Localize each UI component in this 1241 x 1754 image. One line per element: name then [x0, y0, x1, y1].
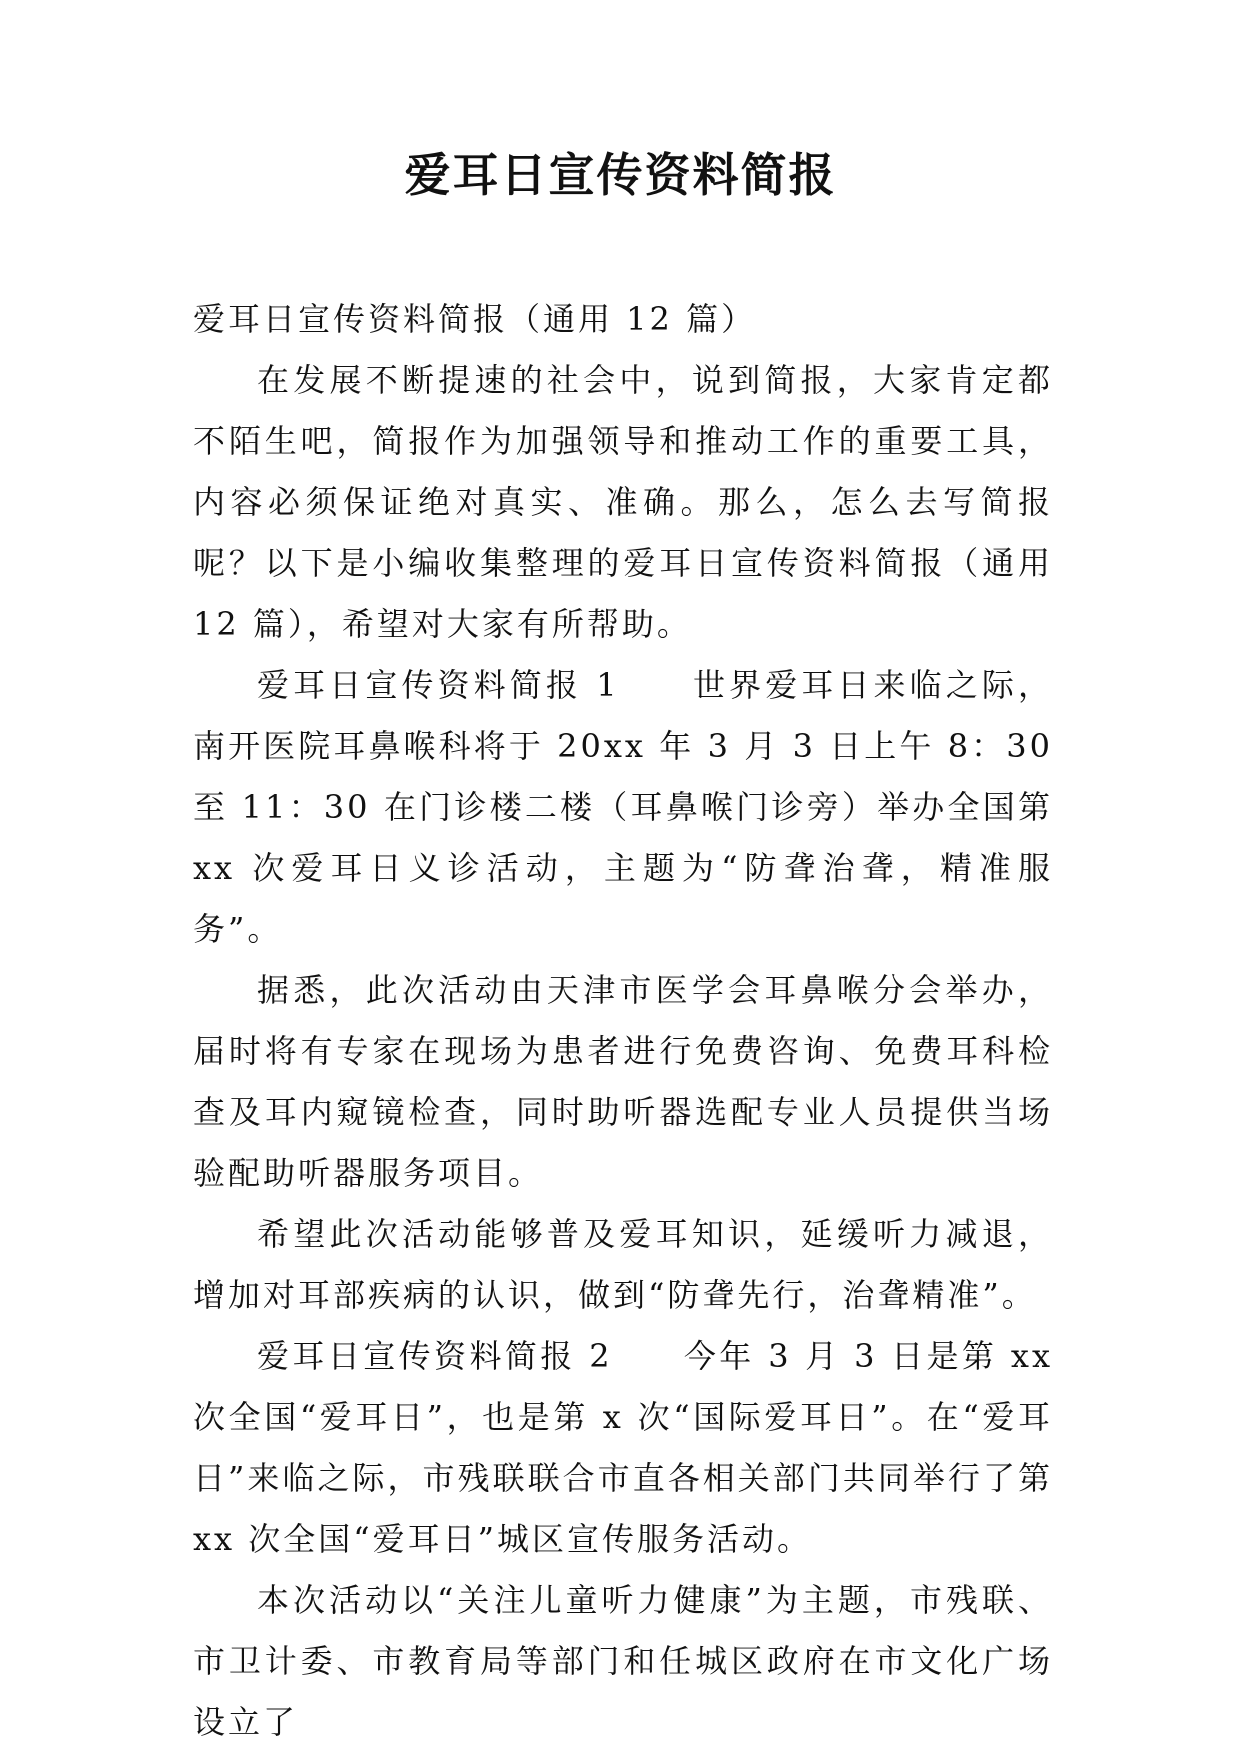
intro-paragraph: 在发展不断提速的社会中，说到简报，大家肯定都不陌生吧，简报作为加强领导和推动工作的重要工具，内容必须保证绝对真实、准确。那么，怎么去写简报呢？以下是小编收集整理的爱耳日宣传资料简报（通用 12 篇），希望对大家有所帮助。	[193, 361, 1053, 643]
article-2-paragraph-1: 爱耳日宣传资料简报 2 今年 3 月 3 日是第 xx 次全国“爱耳日”，也是第 x 次“国际爱耳日”。在“爱耳日”来临之际，市残联联合市直各相关部门共同举行了第 xx 次全国“爱耳日”城区宣传服务活动。	[193, 1337, 1053, 1558]
document-title: 爱耳日宣传资料简报	[404, 148, 837, 202]
subtitle-paragraph: 爱耳日宣传资料简报（通用 12 篇）	[193, 300, 757, 338]
article-1-paragraph-2: 据悉，此次活动由天津市医学会耳鼻喉分会举办，届时将有专家在现场为患者进行免费咨询、免费耳科检查及耳内窥镜检查，同时助听器选配专业人员提供当场验配助听器服务项目。	[193, 971, 1053, 1192]
document-body	[193, 289, 1053, 1753]
article-1-paragraph-1: 爱耳日宣传资料简报 1 世界爱耳日来临之际，南开医院耳鼻喉科将于 20xx 年 3 月 3 日上午 8：30 至 11：30 在门诊楼二楼（耳鼻喉门诊旁）举办全国第 xx 次爱耳日义诊活动，主题为“防聋治聋，精准服务”。	[193, 666, 1053, 948]
article-1-paragraph-3: 希望此次活动能够普及爱耳知识，延缓听力减退，增加对耳部疾病的认识，做到“防聋先行，治聋精准”。	[193, 1215, 1053, 1314]
article-2-paragraph-2: 本次活动以“关注儿童听力健康”为主题，市残联、市卫计委、市教育局等部门和任城区政府在市文化广场设立了	[193, 1581, 1053, 1741]
